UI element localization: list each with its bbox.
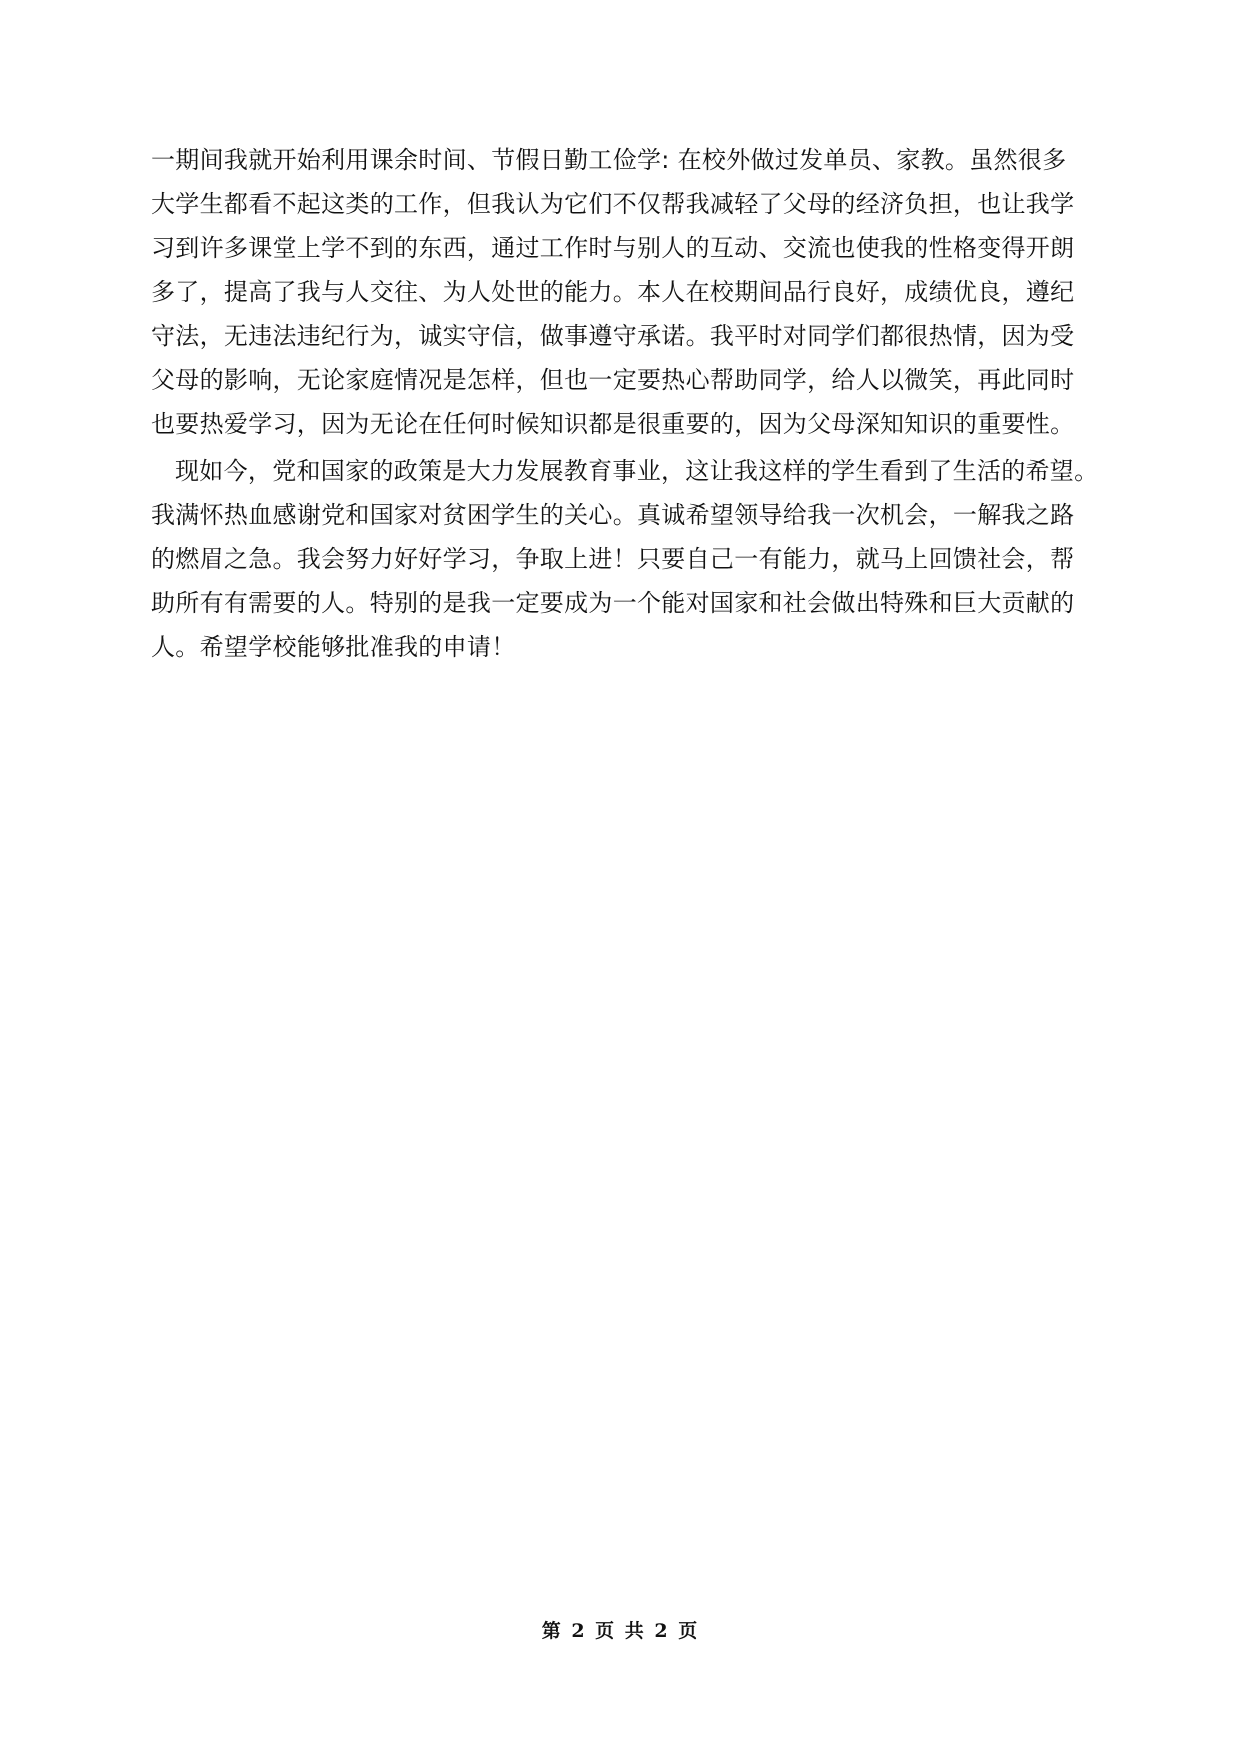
paragraph-1-line: 习到许多课堂上学不到的东西，通过工作时与别人的互动、交流也使我的性格变得开朗: [151, 234, 1075, 262]
paragraph-1-line: 一期间我就开始利用课余时间、节假日勤工俭学: 在校外做过发单员、家教。虽然很多: [151, 146, 1067, 174]
paragraph-1-line: 大学生都看不起这类的工作，但我认为它们不仅帮我减轻了父母的经济负担，也让我学: [151, 190, 1075, 218]
paragraph-1-line: 守法，无违法违纪行为，诚实守信，做事遵守承诺。我平时对同学们都很热情，因为受: [151, 322, 1075, 350]
document-body: [151, 138, 1099, 669]
paragraph-2-line: 的燃眉之急。我会努力好好学习，争取上进！只要自己一有能力，就马上回馈社会，帮: [151, 545, 1075, 573]
paragraph-1-line: 也要热爱学习，因为无论在任何时候知识都是很重要的，因为父母深知知识的重要性。: [151, 410, 1075, 438]
paragraph-2-line: 人。希望学校能够批准我的申请！: [151, 633, 516, 661]
paragraph-2-line: 现如今，党和国家的政策是大力发展教育事业，这让我这样的学生看到了生活的希望。: [175, 457, 1099, 485]
paragraph-1-line: 父母的影响，无论家庭情况是怎样，但也一定要热心帮助同学，给人以微笑，再此同时: [151, 366, 1075, 394]
page-number-footer: 第 2 页 共 2 页: [541, 1620, 700, 1642]
paragraph-1-line: 多了，提高了我与人交往、为人处世的能力。本人在校期间品行良好，成绩优良，遵纪: [151, 278, 1075, 306]
paragraph-2-line: 助所有有需要的人。特别的是我一定要成为一个能对国家和社会做出特殊和巨大贡献的: [151, 589, 1075, 617]
paragraph-2-line: 我满怀热血感谢党和国家对贫困学生的关心。真诚希望领导给我一次机会，一解我之路: [151, 501, 1075, 529]
